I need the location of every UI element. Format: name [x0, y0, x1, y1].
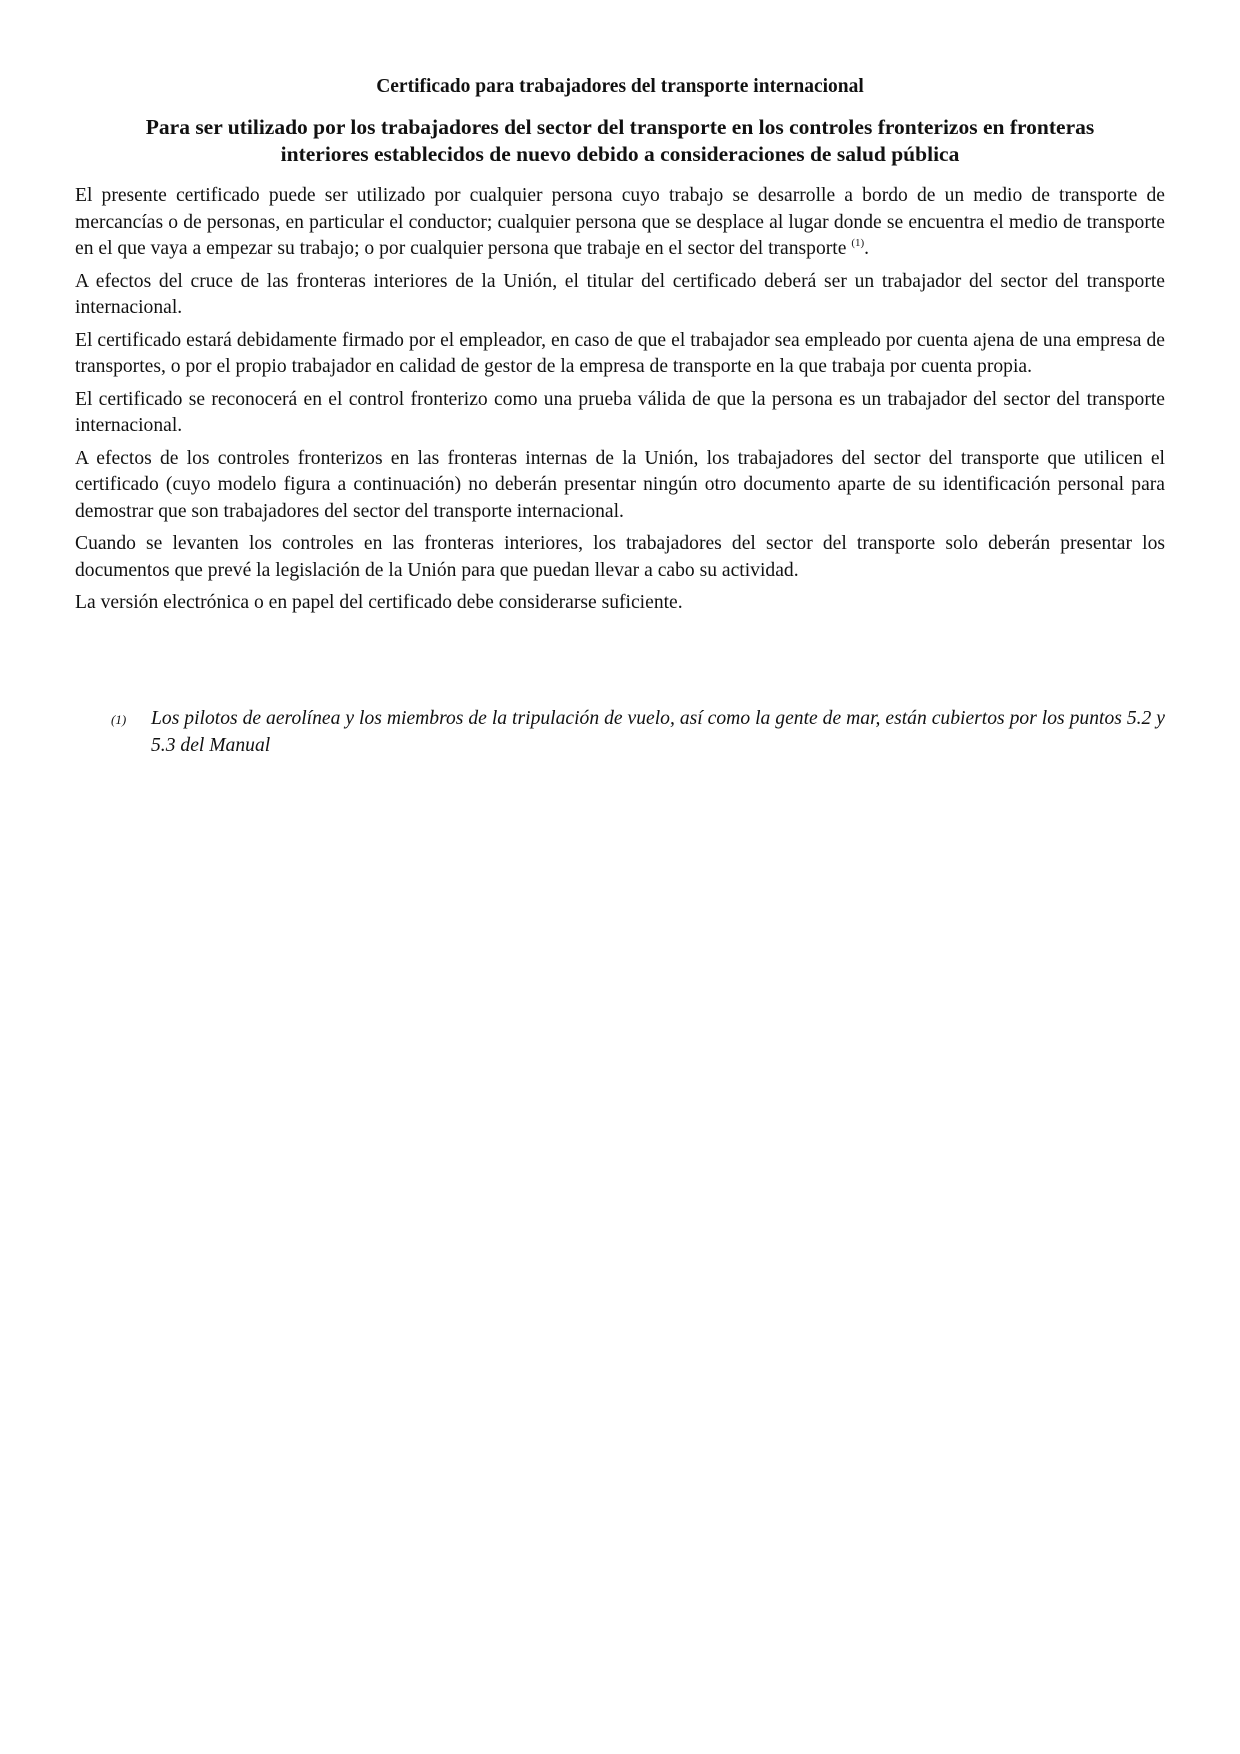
paragraph-suffix: .: [864, 238, 870, 259]
document-subtitle: [75, 114, 1165, 168]
footnote: [111, 706, 1165, 759]
paragraph-electronic-version: La versión electrónica o en papel del certificado debe considerarse suficiente.: [75, 592, 683, 613]
subtitle-line-2: interiores establecidos de nuevo debido a consideraciones de salud pública: [280, 142, 960, 166]
paragraph-recognition: El certificado se reconocerá en el control fronterizo como una prueba válida de que la persona es un trabajador del sector del transporte internacional.: [75, 388, 1165, 436]
paragraph-scope: [75, 183, 1165, 263]
paragraph-border-controls: A efectos de los controles fronterizos en las fronteras internas de la Unión, los trabajadores del sector del transporte que utilicen el certificado (cuyo modelo figura a continuación) no deberán presentar ningún otro documento aparte de su identificación personal para demostrar que son trabajadores del sector del transporte internacional.: [75, 447, 1165, 522]
document-title: Certificado para trabajadores del transporte internacional: [376, 76, 864, 97]
paragraph-holder-requirement: A efectos del cruce de las fronteras interiores de la Unión, el titular del certificado deberá ser un trabajador del sector del transporte internacional.: [75, 270, 1165, 318]
paragraph-text: El presente certificado puede ser utilizado por cualquier persona cuyo trabajo se desarrolle a bordo de un medio de transporte de mercancías o de personas, en particular el conductor; cualquier persona que se desplace al lugar donde se encuentra el medio de transporte en el que vaya a empezar su trabajo; o por cualquier persona que trabaje en el sector del transporte: [75, 185, 1165, 259]
subtitle-line-1: Para ser utilizado por los trabajadores del sector del transporte en los controles fronterizos en fronteras: [145, 115, 1095, 139]
paragraph-controls-lifted: Cuando se levanten los controles en las fronteras interiores, los trabajadores del sector del transporte solo deberán presentar los documentos que prevé la legislación de la Unión para que puedan llevar a cabo su actividad.: [75, 533, 1165, 581]
document-body: [75, 183, 1165, 623]
paragraph-signature: El certificado estará debidamente firmado por el empleador, en caso de que el trabajador sea empleado por cuenta ajena de una empresa de transportes, o por el propio trabajador en calidad de gestor de la empresa de transporte en la que trabaja por cuenta propia.: [75, 329, 1165, 377]
footnote-marker: (1): [111, 712, 127, 727]
footnote-reference[interactable]: (1): [851, 237, 865, 249]
footnote-text: Los pilotos de aerolínea y los miembros de la tripulación de vuelo, así como la gente de mar, están cubiertos por los puntos 5.2 y 5.3 del Manual: [151, 708, 1165, 756]
